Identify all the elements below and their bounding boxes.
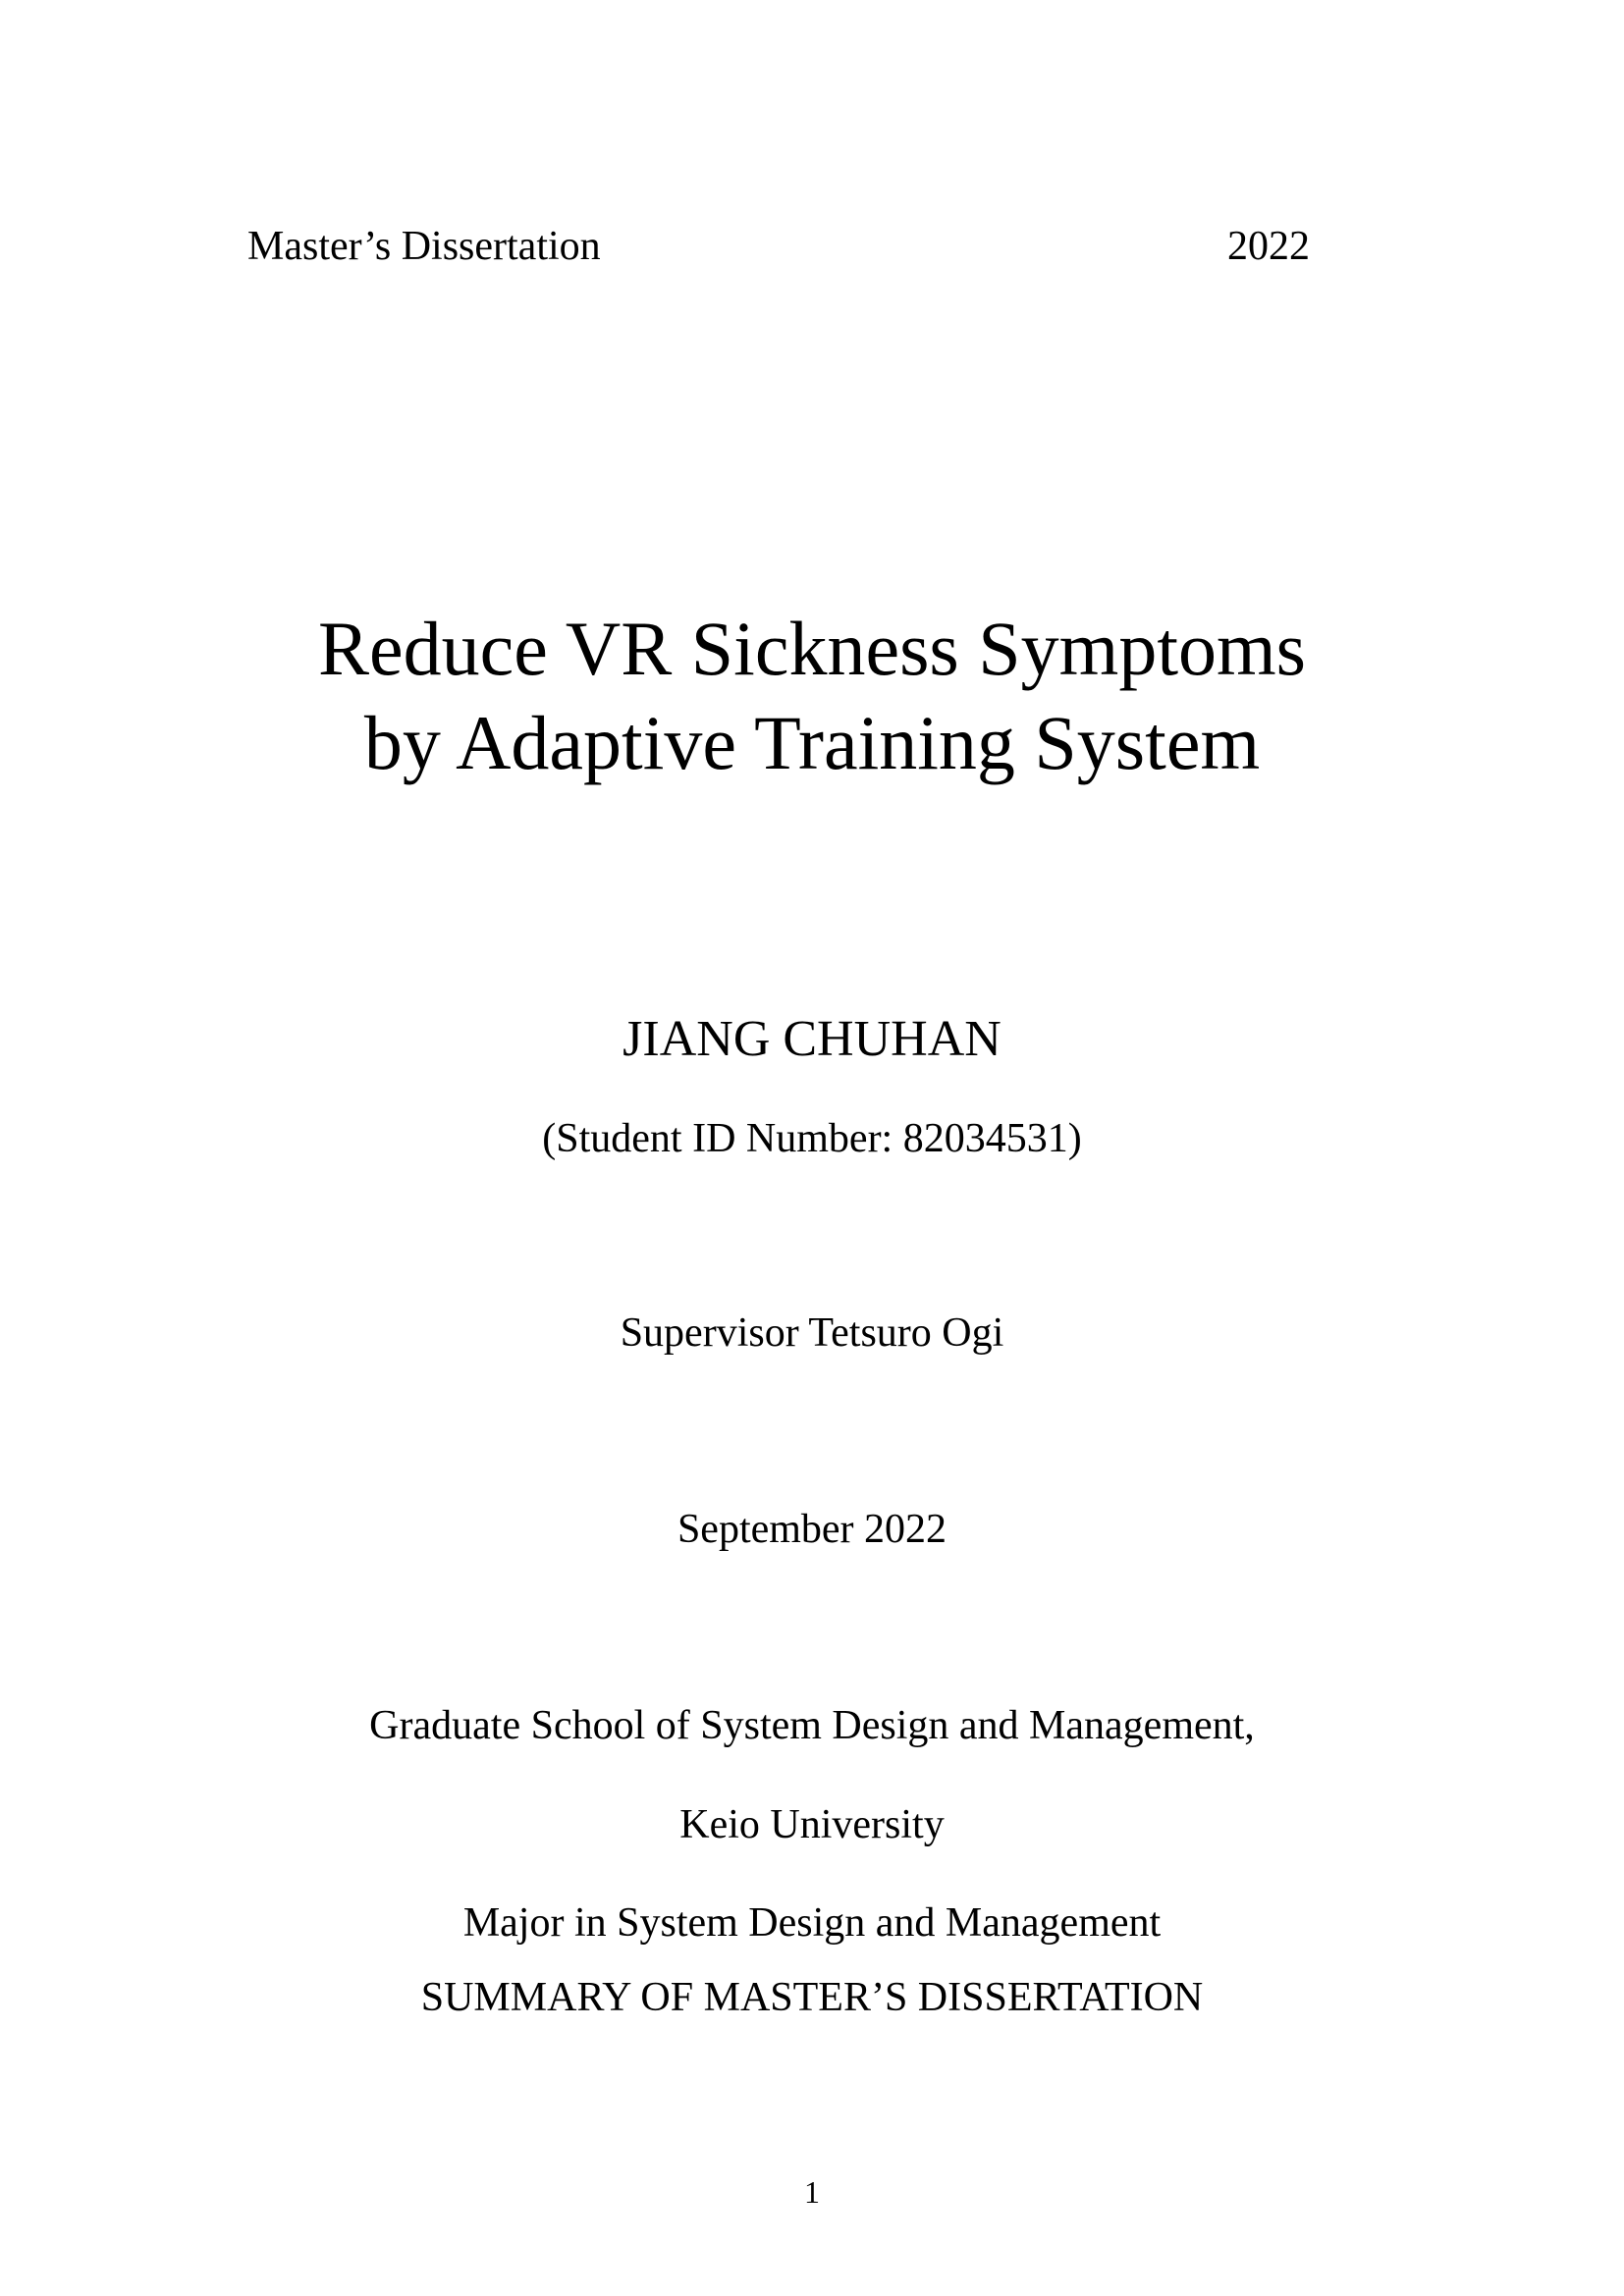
- submission-date: September 2022: [677, 1507, 947, 1552]
- title-line-2: by Adaptive Training System: [363, 700, 1261, 785]
- document-type-label: Master’s Dissertation: [247, 224, 601, 269]
- page-number: 1: [804, 2174, 820, 2210]
- supervisor-line: Supervisor Tetsuro Ogi: [620, 1310, 1004, 1356]
- summary-heading: SUMMARY OF MASTER’S DISSERTATION: [420, 1975, 1204, 2020]
- university-name: Keio University: [679, 1802, 945, 1847]
- author-name: JIANG CHUHAN: [623, 1011, 1001, 1067]
- document-year: 2022: [1227, 224, 1310, 269]
- title-line-1: Reduce VR Sickness Symptoms: [317, 606, 1307, 691]
- school-name: Graduate School of System Design and Management,: [369, 1703, 1255, 1748]
- student-id: (Student ID Number: 82034531): [542, 1116, 1082, 1161]
- major-name: Major in System Design and Management: [462, 1900, 1162, 1946]
